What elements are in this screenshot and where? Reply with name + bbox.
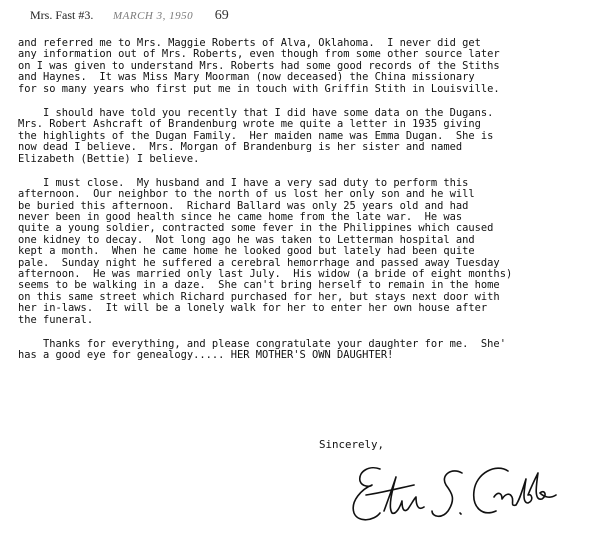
closing-salutation: Sincerely,: [319, 438, 385, 451]
text-line: quite a young soldier, contracted some fever in the Philippines which caused: [18, 222, 494, 235]
text-line: on I was given to understand Mrs. Roberts had some good records of the Stiths: [18, 59, 500, 72]
letter-date: MARCH 3, 1950: [112, 10, 194, 22]
text-line: her in-laws. It will be a lonely walk for her to enter her own house after: [18, 302, 488, 315]
text-line: I must close. My husband and I have a very sad duty to perform this: [18, 176, 469, 189]
text-line: Mrs. Robert Ashcraft of Brandenburg wrote me quite a letter in 1935 giving: [18, 118, 481, 131]
text-line: afternoon. Our neighbor to the north of us lost her only son and he will: [18, 188, 475, 201]
text-line: Thanks for everything, and please congratulate your daughter for me. She': [18, 337, 506, 350]
paragraph: [18, 108, 604, 165]
paragraph: [18, 339, 604, 362]
text-line: and Haynes. It was Miss Mary Moorman (now deceased) the China missionary: [18, 71, 475, 84]
text-line: pale. Sunday night he suffered a cerebral hemorrhage and passed away Tuesday: [18, 256, 500, 269]
text-line: on this same street which Richard purchased for her, but stays next door with: [18, 290, 500, 303]
text-line: and referred me to Mrs. Maggie Roberts of Alva, Oklahoma. I never did get: [18, 37, 481, 49]
text-line: I should have told you recently that I did have some data on the Dugans.: [18, 106, 494, 119]
text-line: the highlights of the Dugan Family. Her maiden name was Emma Dugan. She is: [18, 129, 494, 142]
handwritten-signature: [336, 455, 568, 537]
text-line: Elizabeth (Bettie) I believe.: [18, 152, 200, 165]
text-line: any information out of Mrs. Roberts, even though from some other source later: [18, 48, 500, 61]
text-line: has a good eye for genealogy..... HER MOTHER'S OWN DAUGHTER!: [18, 349, 394, 362]
text-line: now dead I believe. Mrs. Morgan of Brandenburg is her sister and named: [18, 141, 463, 154]
page-header: [30, 4, 229, 22]
paragraph: [18, 38, 604, 95]
text-line: one kidney to decay. Not long ago he was taken to Letterman hospital and: [18, 233, 475, 246]
text-line: never been in good health since he came home from the late war. He was: [18, 211, 463, 224]
paragraph: [18, 178, 604, 326]
text-line: seems to be walking in a daze. She can't bring herself to remain in the home: [18, 279, 500, 292]
letter-body: [18, 38, 604, 375]
text-line: kept a month. When he came home he looked good but lately had been quite: [18, 245, 475, 258]
text-line: for so many years who first put me in touch with Griffin Stith in Louisville.: [18, 82, 500, 95]
text-line: the funeral.: [18, 313, 94, 326]
text-line: afternoon. He was married only last July. His widow (a bride of eight months): [18, 268, 513, 281]
recipient-label: Mrs. Fast #3.: [30, 8, 94, 22]
page-number: 69: [214, 8, 229, 23]
text-line: be buried this afternoon. Richard Ballard was only 25 years old and had: [18, 199, 469, 212]
